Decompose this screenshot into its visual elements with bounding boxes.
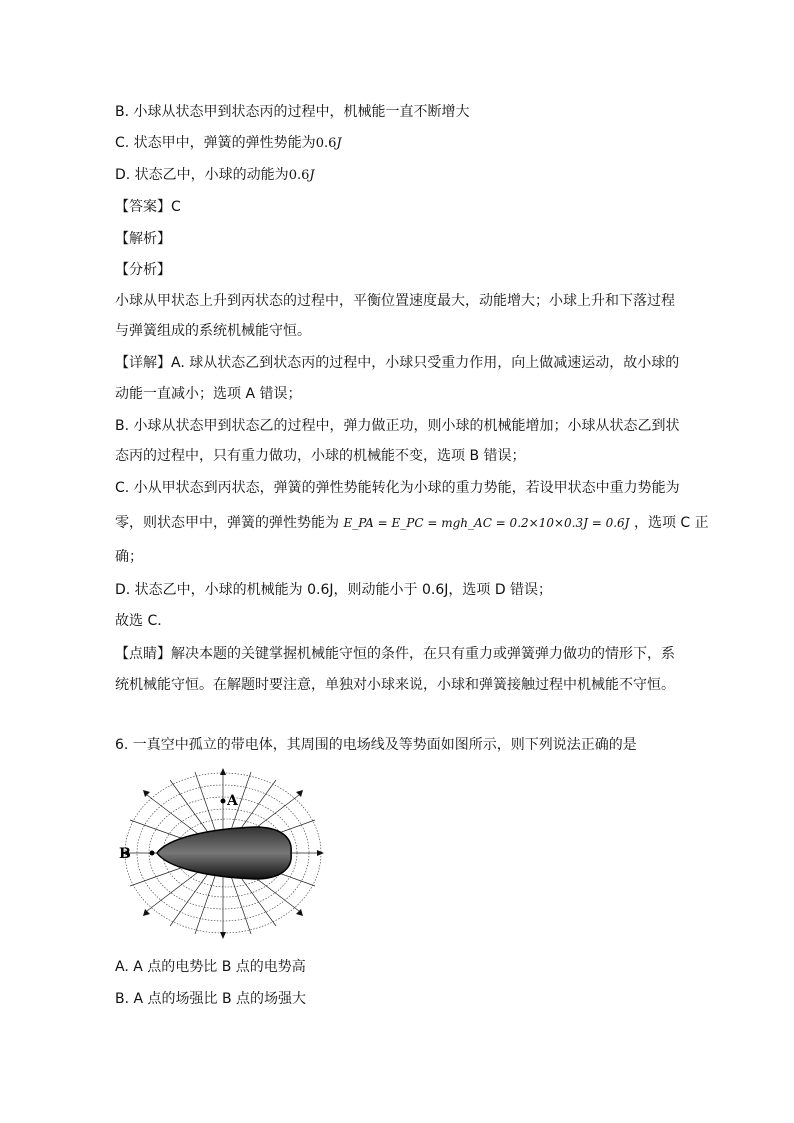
question-6: 6. 一真空中孤立的带电体，其周围的电场线及等势面如图所示，则下列说法正确的是	[115, 737, 637, 753]
analysis-heading: 【解析】	[115, 231, 171, 247]
point-a-dot	[221, 799, 226, 804]
point-a-label: A	[227, 793, 238, 809]
option-d-unit: J	[309, 168, 315, 183]
option-c-unit: J	[336, 136, 342, 151]
detail-a-line-2: 动能一直减小；选项 A 错误；	[115, 386, 302, 402]
detail-d: D. 状态乙中，小球的机械能为 0.6J，则动能小于 0.6J，选项 D 错误；	[115, 582, 553, 598]
detail-b-line-2: 态丙的过程中，只有重力做功，小球的机械能不变，选项 B 错误；	[115, 448, 526, 464]
analysis-line-2: 与弹簧组成的系统机械能守恒。	[115, 323, 311, 339]
option-c-text: C. 状态甲中，弹簧的弹性势能为	[115, 135, 316, 151]
option-c	[115, 134, 342, 153]
detail-c-suffix: ，选项 C 正	[633, 515, 709, 531]
option-d-text: D. 状态乙中，小球的动能为	[115, 167, 289, 183]
field-diagram	[115, 765, 325, 945]
point-b-dot	[150, 851, 155, 856]
detail-c-line-3: 确；	[115, 549, 143, 565]
detail-a-line-1: 【详解】A. 球从状态乙到状态丙的过程中，小球只受重力作用，向上做减速运动，故小球的	[115, 355, 680, 371]
charged-body	[157, 827, 291, 879]
q6-option-b: B. A 点的场强比 B 点的场强大	[115, 991, 307, 1007]
answer-line: 【答案】C	[115, 199, 181, 215]
analysis-subheading: 【分析】	[115, 262, 171, 278]
option-d	[115, 166, 315, 185]
detail-c-prefix: 零，则状态甲中，弹簧的弹性势能为	[115, 515, 339, 531]
option-c-value: 0.6	[315, 136, 337, 151]
analysis-line-1: 小球从甲状态上升到丙状态的过程中，平衡位置速度最大，动能增大；小球上升和下落过程	[115, 293, 675, 309]
tip-line-2: 统机械能守恒。在解题时要注意，单独对小球来说，小球和弹簧接触过程中机械能不守恒。	[115, 677, 675, 693]
detail-c-line-1: C. 小从甲状态到丙状态，弹簧的弹性势能转化为小球的重力势能，若设甲状态中重力势能为	[115, 480, 680, 496]
option-d-value: 0.6	[288, 168, 310, 183]
detail-b-line-1: B. 小球从状态甲到状态乙的过程中，弹力做正功，则小球的机械能增加；小球从状态乙到状	[115, 418, 680, 434]
option-b: B. 小球从状态甲到状态丙的过程中，机械能一直不断增大	[115, 104, 470, 120]
q6-option-a: A. A 点的电势比 B 点的电势高	[115, 959, 306, 975]
point-b-label: B	[119, 846, 131, 862]
conclusion: 故选 C.	[115, 613, 162, 629]
detail-c-line-2	[115, 514, 709, 532]
tip-line-1: 【点睛】解决本题的关键掌握机械能守恒的条件，在只有重力或弹簧弹力做功的情形下，系	[115, 646, 675, 662]
energy-formula: E_PA = E_PC = mgh_AC = 0.2×10×0.3J = 0.6J	[343, 516, 630, 530]
electric-field-figure	[115, 765, 325, 945]
